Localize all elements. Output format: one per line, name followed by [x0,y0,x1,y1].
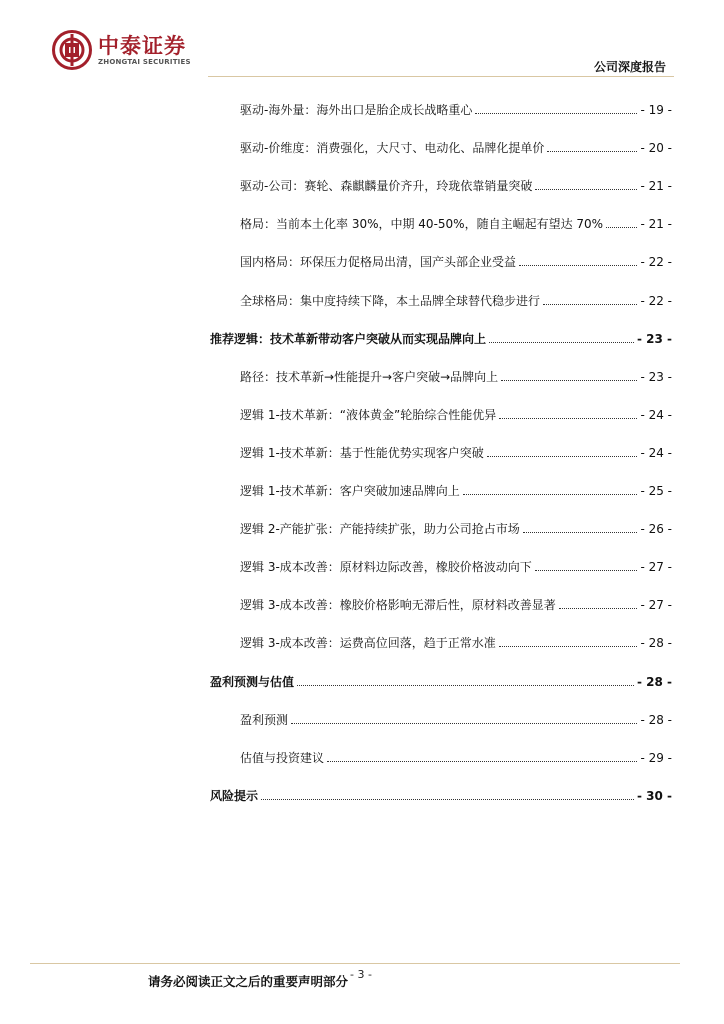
toc-dot-leader [535,185,637,190]
toc-subsection-entry[interactable] [240,633,672,651]
toc-dot-leader [297,681,634,686]
page-header [0,0,724,80]
toc-subsection-entry[interactable] [240,595,672,613]
toc-entry-title: 驱动-海外量：海外出口是胎企成长战略重心 [240,103,473,117]
toc-subsection-entry[interactable] [240,100,672,118]
logo-chinese-name: 中泰证券 [98,33,186,58]
toc-subsection-entry[interactable] [240,405,672,423]
toc-dot-leader [519,261,637,266]
toc-entry-title: 国内格局：环保压力促格局出清，国产头部企业受益 [240,255,517,269]
logo-english-name: ZHONGTAI SECURITIES [98,57,191,66]
toc-dot-leader [547,147,637,152]
toc-entry-page: - 27 - [640,560,672,574]
toc-subsection-entry[interactable] [240,214,672,232]
report-type-label: 公司深度报告 [593,60,666,74]
toc-entry-title: 估值与投资建议 [240,751,325,765]
toc-entry-title: 逻辑 2-产能扩张：产能持续扩张，助力公司抢占市场 [240,522,520,536]
toc-dot-leader [475,109,637,114]
toc-dot-leader [559,604,638,609]
toc-entry-title: 驱动-公司：赛轮、森麒麟量价齐升，玲珑依靠销量突破 [240,179,533,193]
toc-section-entry[interactable] [210,329,672,347]
toc-section-entry[interactable] [210,672,672,690]
toc-dot-leader [327,757,637,762]
toc-entry-page: - 28 - [640,636,672,650]
toc-subsection-entry[interactable] [240,138,672,156]
toc-entry-page: - 21 - [640,179,672,193]
disclaimer-note: 请务必阅读正文之后的重要声明部分 [148,974,349,989]
page-footer [148,968,372,990]
company-logo [52,30,191,70]
toc-subsection-entry[interactable] [240,367,672,385]
toc-entry-page: - 29 - [640,751,672,765]
toc-entry-page: - 27 - [640,598,672,612]
toc-entry-title: 盈利预测 [240,713,289,727]
zhongtai-logo-icon [52,30,92,70]
toc-dot-leader [501,376,637,381]
toc-subsection-entry[interactable] [240,252,672,270]
toc-entry-page: - 24 - [640,408,672,422]
toc-entry-page: - 20 - [640,141,672,155]
toc-dot-leader [261,795,634,800]
toc-entry-page: - 19 - [640,103,672,117]
toc-entry-page: - 28 - [636,675,672,689]
toc-subsection-entry[interactable] [240,557,672,575]
toc-entry-page: - 21 - [640,217,672,231]
toc-dot-leader [489,338,634,343]
toc-entry-title: 逻辑 1-技术革新：“液体黄金”轮胎综合性能优异 [240,408,497,422]
toc-entry-title: 盈利预测与估值 [210,675,295,689]
toc-dot-leader [535,566,638,571]
toc-subsection-entry[interactable] [240,519,672,537]
toc-entry-title: 风险提示 [210,789,259,803]
toc-entry-title: 路径：技术革新→性能提升→客户突破→品牌向上 [240,370,499,384]
toc-entry-title: 驱动-价维度：消费强化，大尺寸、电动化、品牌化提单价 [240,141,545,155]
toc-entry-page: - 25 - [640,484,672,498]
header-divider [208,76,674,77]
toc-subsection-entry[interactable] [240,481,672,499]
toc-entry-title: 全球格局：集中度持续下降，本土品牌全球替代稳步进行 [240,294,541,308]
toc-dot-leader [499,414,637,419]
toc-dot-leader [499,642,638,647]
toc-dot-leader [543,300,637,305]
page-number: - 3 - [350,968,372,981]
footer-divider [30,963,680,964]
toc-dot-leader [523,528,638,533]
toc-dot-leader [487,452,638,457]
toc-subsection-entry[interactable] [240,710,672,728]
toc-entry-title: 推荐逻辑：技术革新带动客户突破从而实现品牌向上 [210,332,487,346]
toc-entry-title: 逻辑 1-技术革新：基于性能优势实现客户突破 [240,446,484,460]
toc-entry-title: 逻辑 1-技术革新：客户突破加速品牌向上 [240,484,460,498]
toc-entry-title: 格局：当前本土化率 30%，中期 40-50%，随自主崛起有望达 70% [240,217,604,231]
toc-dot-leader [291,719,637,724]
toc-entry-page: - 23 - [640,370,672,384]
toc-entry-page: - 28 - [640,713,672,727]
toc-entry-page: - 26 - [640,522,672,536]
toc-section-entry[interactable] [210,786,672,804]
toc-entry-page: - 23 - [636,332,672,346]
toc-subsection-entry[interactable] [240,443,672,461]
toc-dot-leader [463,490,638,495]
toc-entry-title: 逻辑 3-成本改善：原材料边际改善，橡胶价格波动向下 [240,560,532,574]
toc-subsection-entry[interactable] [240,291,672,309]
toc-dot-leader [606,223,637,228]
toc-entry-page: - 30 - [636,789,672,803]
toc-entry-title: 逻辑 3-成本改善：运费高位回落，趋于正常水准 [240,636,496,650]
toc-entry-page: - 22 - [640,255,672,269]
toc-entry-page: - 22 - [640,294,672,308]
toc-subsection-entry[interactable] [240,176,672,194]
toc-subsection-entry[interactable] [240,748,672,766]
toc-entry-page: - 24 - [640,446,672,460]
toc-entry-title: 逻辑 3-成本改善：橡胶价格影响无滞后性，原材料改善显著 [240,598,556,612]
